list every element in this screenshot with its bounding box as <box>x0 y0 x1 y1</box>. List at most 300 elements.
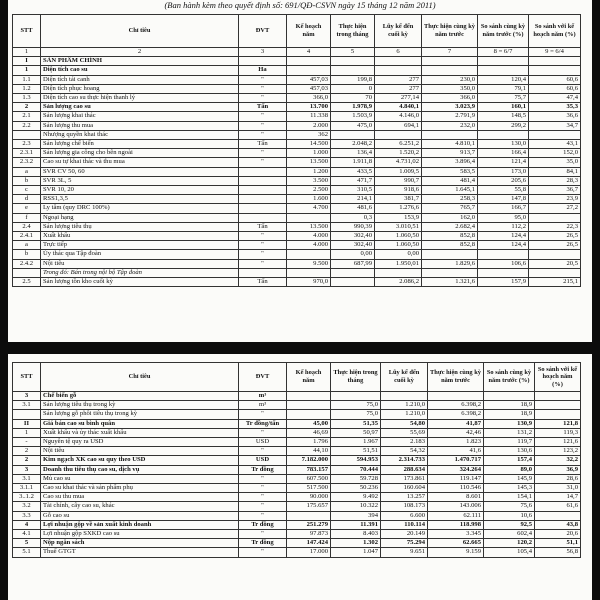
value-cell: 70 <box>331 94 375 103</box>
value-cell: 26,5 <box>529 241 581 250</box>
value-cell: 205,6 <box>478 176 529 185</box>
value-cell: 852,8 <box>422 232 478 241</box>
value-cell: 13.700 <box>287 103 331 112</box>
value-cell <box>375 268 422 277</box>
value-cell: 765,7 <box>422 204 478 213</box>
table-row <box>13 222 581 231</box>
row-number-cell: 1.1 <box>13 75 41 84</box>
table-row <box>13 484 581 493</box>
value-cell: 1.823 <box>428 438 484 447</box>
value-cell: 4.700 <box>287 204 331 213</box>
column-header: So sánh với kế hoạch năm (%) <box>529 15 581 48</box>
indicator-cell: Nguyên tệ quy ra USD <box>41 438 239 447</box>
value-cell: 147,8 <box>478 195 529 204</box>
value-cell: 13.500 <box>287 222 331 231</box>
indicator-cell: Thuế GTGT <box>41 548 239 557</box>
indicator-cell: Doanh thu tiêu thụ cao su, dịch vụ <box>41 465 239 474</box>
unit-cell: " <box>239 84 287 93</box>
value-cell: 34,7 <box>529 121 581 130</box>
value-cell: 51,1 <box>535 539 581 548</box>
row-number-cell: 3 <box>13 465 41 474</box>
indicator-cell: Diện tích phục hoang <box>41 84 239 93</box>
value-cell <box>287 511 331 520</box>
finance-table <box>12 362 581 558</box>
value-cell: 130,9 <box>484 419 535 428</box>
indicator-cell: Chế biến gỗ <box>41 392 239 401</box>
value-cell: 157,9 <box>478 278 529 287</box>
unit-cell: " <box>239 241 287 250</box>
production-table <box>12 14 581 287</box>
value-cell: 92,5 <box>484 520 535 529</box>
value-cell: 481,4 <box>422 176 478 185</box>
unit-cell: " <box>239 232 287 241</box>
column-header: So sánh cùng kỳ năm trước (%) <box>484 363 535 392</box>
indicator-cell: Kim ngạch XK cao su quy theo USD <box>41 456 239 465</box>
column-header: Chỉ tiêu <box>41 15 239 48</box>
table-row <box>13 75 581 84</box>
row-number-cell: 2.5 <box>13 278 41 287</box>
indicator-cell: Cao su thu mua <box>41 493 239 502</box>
value-cell: 18,9 <box>484 410 535 419</box>
row-number-cell: 3.2 <box>13 502 41 511</box>
value-cell: 10.322 <box>331 502 381 511</box>
row-number-cell: a <box>13 241 41 250</box>
value-cell: 162,0 <box>422 213 478 222</box>
value-cell: 26,5 <box>529 232 581 241</box>
value-cell: 310,5 <box>331 186 375 195</box>
table-row <box>13 401 581 410</box>
value-cell: 1.060,50 <box>375 232 422 241</box>
value-cell <box>375 57 422 66</box>
table-row <box>13 66 581 75</box>
value-cell: 145,3 <box>484 484 535 493</box>
indicator-cell: Trực tiếp <box>41 241 239 250</box>
indicator-cell: Lợi nhuận gộp về sản xuất kinh doanh <box>41 520 239 529</box>
row-number-cell: 3.1.1 <box>13 484 41 493</box>
row-number-cell: 2 <box>13 447 41 456</box>
value-cell: 60,6 <box>529 84 581 93</box>
indicator-cell: Diện tích cao su <box>41 66 239 75</box>
value-cell: 31,0 <box>535 484 581 493</box>
indicator-cell: Giá bán cao su bình quân <box>41 419 239 428</box>
column-header: So sánh với kế hoạch năm (%) <box>535 363 581 392</box>
value-cell: 1.060,50 <box>375 241 422 250</box>
value-cell: 1.302 <box>331 539 381 548</box>
unit-cell <box>239 195 287 204</box>
column-header: Lũy kế đến cuối kỳ <box>381 363 428 392</box>
value-cell: 517.500 <box>287 484 331 493</box>
value-cell: 120,4 <box>478 75 529 84</box>
row-number-cell: I <box>13 57 41 66</box>
value-cell: 36,9 <box>535 465 581 474</box>
value-cell: 84,1 <box>529 167 581 176</box>
index-cell: 2 <box>41 48 239 57</box>
value-cell <box>287 268 331 277</box>
value-cell: 1.967 <box>331 438 381 447</box>
indicator-cell: Gỗ cao su <box>41 511 239 520</box>
column-header: ĐVT <box>239 15 287 48</box>
value-cell: 1.796 <box>287 438 331 447</box>
value-cell: 6.600 <box>381 511 428 520</box>
row-number-cell <box>13 268 41 277</box>
value-cell <box>287 392 331 401</box>
report-page-2 <box>8 354 592 600</box>
value-cell: 687,99 <box>331 259 375 268</box>
unit-cell: Tr đồng <box>239 539 287 548</box>
value-cell: 1.978,9 <box>331 103 375 112</box>
value-cell: 108.173 <box>381 502 428 511</box>
table-row <box>13 493 581 502</box>
row-number-cell <box>13 410 41 419</box>
value-cell <box>535 392 581 401</box>
unit-cell <box>239 268 287 277</box>
index-cell: 3 <box>239 48 287 57</box>
value-cell: 160,1 <box>478 103 529 112</box>
index-cell: 8 = 6/7 <box>478 48 529 57</box>
unit-cell: " <box>239 474 287 483</box>
value-cell: 3.023,9 <box>422 103 478 112</box>
table-row <box>13 94 581 103</box>
value-cell: 1.503,9 <box>331 112 375 121</box>
indicator-cell: Sản lượng tồn kho cuối kỳ <box>41 278 239 287</box>
indicator-cell: Xuất khẩu và ủy thác xuất khẩu <box>41 428 239 437</box>
indicator-cell: Ủy thác qua Tập đoàn <box>41 250 239 259</box>
value-cell: 1.210,0 <box>381 410 428 419</box>
value-cell <box>535 410 581 419</box>
unit-cell: " <box>239 75 287 84</box>
value-cell: 59.728 <box>331 474 381 483</box>
value-cell: 175.657 <box>287 502 331 511</box>
value-cell: 118.998 <box>428 520 484 529</box>
value-cell: 602,4 <box>484 530 535 539</box>
value-cell: 173,0 <box>478 167 529 176</box>
value-cell: 0,00 <box>331 250 375 259</box>
row-number-cell: 3.1 <box>13 474 41 483</box>
value-cell: 51,51 <box>331 447 381 456</box>
row-number-cell: 1 <box>13 66 41 75</box>
table-row <box>13 456 581 465</box>
value-cell: 4.840,1 <box>375 103 422 112</box>
value-cell: 121,4 <box>478 158 529 167</box>
unit-cell: Tấn <box>239 103 287 112</box>
value-cell: 54,32 <box>381 447 428 456</box>
indicator-cell: SVR 3L, 5 <box>41 176 239 185</box>
value-cell: 79,1 <box>478 84 529 93</box>
unit-cell: " <box>239 530 287 539</box>
value-cell: 51,35 <box>331 419 381 428</box>
unit-cell: " <box>239 493 287 502</box>
table-row <box>13 84 581 93</box>
value-cell: 366,0 <box>422 94 478 103</box>
value-cell: 75,0 <box>331 401 381 410</box>
row-number-cell: 3.3 <box>13 511 41 520</box>
value-cell: 8.601 <box>428 493 484 502</box>
value-cell: 13.500 <box>287 158 331 167</box>
unit-cell: " <box>239 121 287 130</box>
value-cell: 9.159 <box>428 548 484 557</box>
value-cell: 302,40 <box>331 232 375 241</box>
value-cell <box>331 66 375 75</box>
value-cell: 251.279 <box>287 520 331 529</box>
value-cell <box>331 268 375 277</box>
value-cell: 299,2 <box>478 121 529 130</box>
row-number-cell: 3.1 <box>13 401 41 410</box>
value-cell: 55,8 <box>478 186 529 195</box>
value-cell: 324.264 <box>428 465 484 474</box>
value-cell: 381,7 <box>375 195 422 204</box>
row-number-cell: 1.3 <box>13 94 41 103</box>
value-cell: 4.000 <box>287 241 331 250</box>
value-cell: 112,2 <box>478 222 529 231</box>
value-cell: 75.294 <box>381 539 428 548</box>
table-row <box>13 204 581 213</box>
table-row <box>13 130 581 139</box>
value-cell: 62.111 <box>428 511 484 520</box>
indicator-cell: Mủ cao su <box>41 474 239 483</box>
unit-cell <box>239 213 287 222</box>
value-cell: 199,8 <box>331 75 375 84</box>
value-cell <box>287 250 331 259</box>
column-header: STT <box>13 15 41 48</box>
value-cell: 277 <box>375 75 422 84</box>
unit-cell: Tr đồng <box>239 520 287 529</box>
value-cell: 148,5 <box>478 112 529 121</box>
row-number-cell: e <box>13 204 41 213</box>
row-number-cell: II <box>13 419 41 428</box>
value-cell: 119,7 <box>484 438 535 447</box>
row-number-cell: 2.1 <box>13 112 41 121</box>
value-cell: 121,8 <box>535 419 581 428</box>
value-cell: 124,4 <box>478 232 529 241</box>
value-cell: 10,6 <box>484 511 535 520</box>
table-row <box>13 149 581 158</box>
table-header-row <box>13 363 581 392</box>
value-cell: 70.444 <box>331 465 381 474</box>
value-cell: 55,69 <box>381 428 428 437</box>
value-cell: 54,80 <box>381 419 428 428</box>
table-row <box>13 186 581 195</box>
value-cell: 852,8 <box>422 241 478 250</box>
value-cell: 44,10 <box>287 447 331 456</box>
value-cell: 481,6 <box>331 204 375 213</box>
value-cell: 45,00 <box>287 419 331 428</box>
indicator-cell: RSS1,3,5 <box>41 195 239 204</box>
table-row <box>13 474 581 483</box>
value-cell: 2.000 <box>287 121 331 130</box>
value-cell: 1.276,6 <box>375 204 422 213</box>
indicator-cell: Nội tiêu <box>41 447 239 456</box>
indicator-cell: Sản lượng gỗ phôi tiêu thụ trong kỳ <box>41 410 239 419</box>
value-cell <box>529 250 581 259</box>
value-cell: 1.000 <box>287 149 331 158</box>
unit-cell: " <box>239 149 287 158</box>
table-row <box>13 530 581 539</box>
value-cell: 366,0 <box>287 94 331 103</box>
value-cell: 1.047 <box>331 548 381 557</box>
value-cell: 783.157 <box>287 465 331 474</box>
value-cell: 350,0 <box>422 84 478 93</box>
value-cell: 75,6 <box>484 502 535 511</box>
value-cell: 230,0 <box>422 75 478 84</box>
value-cell: 4.731,02 <box>375 158 422 167</box>
value-cell: 145,9 <box>484 474 535 483</box>
unit-cell: Tấn <box>239 140 287 149</box>
table-row <box>13 392 581 401</box>
value-cell: 9.651 <box>381 548 428 557</box>
index-cell: 5 <box>331 48 375 57</box>
unit-cell: Tấn <box>239 278 287 287</box>
value-cell: 214,1 <box>331 195 375 204</box>
value-cell: 20,6 <box>535 530 581 539</box>
value-cell <box>529 66 581 75</box>
index-cell: 9 = 6/4 <box>529 48 581 57</box>
table-row <box>13 241 581 250</box>
unit-cell: Tấn <box>239 222 287 231</box>
table-row <box>13 57 581 66</box>
column-header: Kế hoạch năm <box>287 363 331 392</box>
value-cell: 232,0 <box>422 121 478 130</box>
value-cell: 594.953 <box>331 456 381 465</box>
value-cell: 394 <box>331 511 381 520</box>
indicator-cell: Lợi nhuận gộp SXKD cao su <box>41 530 239 539</box>
value-cell: 23,9 <box>529 195 581 204</box>
value-cell: 1.600 <box>287 195 331 204</box>
value-cell: 75,0 <box>331 410 381 419</box>
value-cell <box>422 130 478 139</box>
value-cell: 362 <box>287 130 331 139</box>
value-cell: 1.645,1 <box>422 186 478 195</box>
indicator-cell: Nhượng quyền khai thác <box>41 130 239 139</box>
unit-cell: " <box>239 428 287 437</box>
row-number-cell: 4.1 <box>13 530 41 539</box>
value-cell: 1.210,0 <box>381 401 428 410</box>
value-cell <box>375 66 422 75</box>
value-cell: 277 <box>375 84 422 93</box>
value-cell <box>529 213 581 222</box>
value-cell <box>478 57 529 66</box>
unit-cell: USD <box>239 438 287 447</box>
value-cell: 47,4 <box>529 94 581 103</box>
row-number-cell: b <box>13 176 41 185</box>
value-cell: 457,03 <box>287 75 331 84</box>
indicator-cell: Sản lượng gia công cho bên ngoài <box>41 149 239 158</box>
row-number-cell: 5 <box>13 539 41 548</box>
value-cell: 121,6 <box>535 438 581 447</box>
table-row <box>13 195 581 204</box>
index-cell: 7 <box>422 48 478 57</box>
value-cell: 110.114 <box>381 520 428 529</box>
column-header: So sánh cùng kỳ năm trước (%) <box>478 15 529 48</box>
row-number-cell: 2.4 <box>13 222 41 231</box>
value-cell: 136,4 <box>331 149 375 158</box>
unit-cell: USD <box>239 456 287 465</box>
value-cell <box>484 392 535 401</box>
unit-cell: " <box>239 410 287 419</box>
value-cell: 918,6 <box>375 186 422 195</box>
value-cell: 154,1 <box>484 493 535 502</box>
table-header-row <box>13 15 581 48</box>
value-cell: 60,6 <box>529 75 581 84</box>
value-cell <box>287 66 331 75</box>
value-cell: 2.314.733 <box>381 456 428 465</box>
value-cell <box>422 268 478 277</box>
value-cell: 2.791,9 <box>422 112 478 121</box>
value-cell <box>535 511 581 520</box>
value-cell: 4.810,1 <box>422 140 478 149</box>
table-row <box>13 447 581 456</box>
unit-cell: " <box>239 259 287 268</box>
unit-cell: Tr đồng <box>239 465 287 474</box>
table-row <box>13 259 581 268</box>
value-cell <box>529 130 581 139</box>
row-number-cell: 2.4.1 <box>13 232 41 241</box>
value-cell: 1.200 <box>287 167 331 176</box>
column-header: Thực hiện trong tháng <box>331 363 381 392</box>
value-cell: 130,6 <box>484 447 535 456</box>
value-cell: 131,2 <box>484 428 535 437</box>
value-cell <box>535 401 581 410</box>
value-cell: 119,3 <box>535 428 581 437</box>
column-header: Thực hiện trong tháng <box>331 15 375 48</box>
indicator-cell: Tài chính, cây cao su, khác <box>41 502 239 511</box>
value-cell <box>287 213 331 222</box>
table-row <box>13 502 581 511</box>
value-cell: 166,7 <box>478 204 529 213</box>
value-cell <box>331 57 375 66</box>
indicator-cell: Ly tâm (quy DRC 100%) <box>41 204 239 213</box>
value-cell: 990,39 <box>331 222 375 231</box>
row-number-cell: 2.3 <box>13 140 41 149</box>
value-cell: 2.500 <box>287 186 331 195</box>
value-cell: 130,0 <box>478 140 529 149</box>
value-cell <box>331 392 381 401</box>
value-cell: 0 <box>331 84 375 93</box>
value-cell: 1.321,6 <box>422 278 478 287</box>
table-row <box>13 539 581 548</box>
value-cell: 9.500 <box>287 259 331 268</box>
value-cell: 105,4 <box>484 548 535 557</box>
column-header: STT <box>13 363 41 392</box>
value-cell: 6.398,2 <box>428 410 484 419</box>
value-cell: 120,2 <box>484 539 535 548</box>
value-cell <box>287 401 331 410</box>
value-cell: 13.257 <box>381 493 428 502</box>
indicator-cell: SVR 10, 20 <box>41 186 239 195</box>
value-cell: 457,03 <box>287 84 331 93</box>
value-cell: 36,7 <box>529 186 581 195</box>
unit-cell <box>239 176 287 185</box>
table-row <box>13 213 581 222</box>
table-row <box>13 268 581 277</box>
table-row <box>13 511 581 520</box>
index-cell: 4 <box>287 48 331 57</box>
table-row <box>13 428 581 437</box>
value-cell <box>381 392 428 401</box>
row-number-cell: f <box>13 213 41 222</box>
value-cell: 4.000 <box>287 232 331 241</box>
indicator-cell: Sản lượng chế biến <box>41 140 239 149</box>
value-cell: 160.604 <box>381 484 428 493</box>
value-cell: 607.500 <box>287 474 331 483</box>
value-cell: 11.391 <box>331 520 381 529</box>
indicator-cell: Sản lượng tiêu thụ <box>41 222 239 231</box>
value-cell: 153,9 <box>375 213 422 222</box>
value-cell: 43,8 <box>535 520 581 529</box>
value-cell: 288.634 <box>381 465 428 474</box>
value-cell: 90.000 <box>287 493 331 502</box>
unit-cell: " <box>239 502 287 511</box>
decision-subtitle: (Ban hành kèm theo quyết định số: 691/QĐ-CSVN ngày 15 tháng 12 năm 2011) <box>164 0 436 10</box>
